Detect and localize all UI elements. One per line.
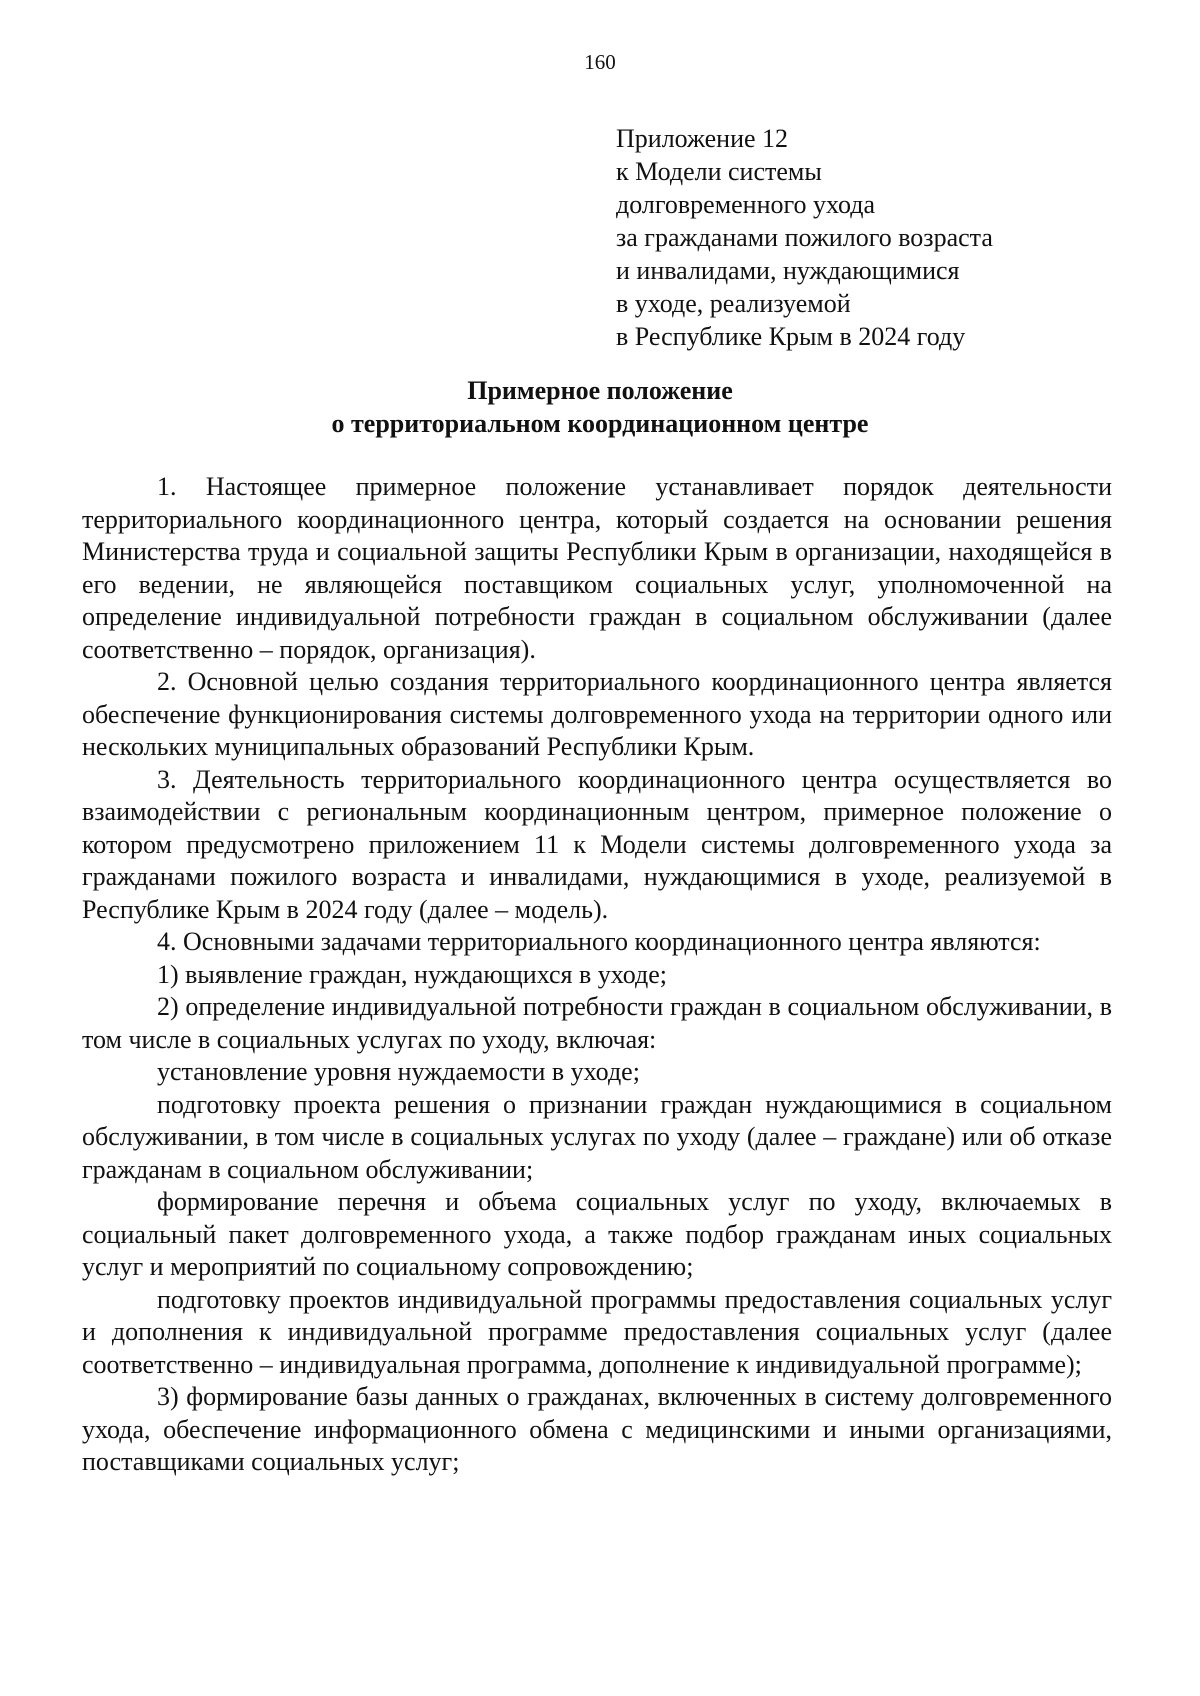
paragraph: 3. Деятельность территориального координационного центра осуществляется во взаимодействии с региональным координационным центром, примерное положение о котором предусмотрено приложением 11 к Модели системы долговременного ухода за гражданами пожилого возраста и инвалидами, нуждающимися в уходе, реализуемой в Республике Крым в 2024 году (далее – модель). [82, 764, 1112, 924]
appendix-line: в Республике Крым в 2024 году [616, 322, 966, 351]
appendix-line: к Модели системы [616, 157, 822, 186]
title-line: Примерное положение [467, 376, 733, 405]
appendix-line: в уходе, реализуемой [616, 289, 851, 318]
appendix-line: Приложение 12 [616, 124, 789, 153]
paragraph: 2) определение индивидуальной потребности граждан в социальном обслуживании, в том числе в социальных услугах по уходу, включая: [82, 992, 1112, 1054]
paragraph: подготовку проекта решения о признании граждан нуждающимися в социальном обслуживании, в том числе в социальных услугах по уходу (далее – граждане) или об отказе гражданам в социальном обслуживании; [82, 1089, 1112, 1184]
paragraph: 3) формирование базы данных о гражданах, включенных в систему долговременного ухода, обеспечение информационного обмена с медицинскими и иными организациями, поставщиками социальных услуг; [82, 1382, 1112, 1476]
paragraph: 1. Настоящее примерное положение устанавливает порядок деятельности территориального координационного центра, который создается на основании решения Министерства труда и социальной защиты Республики Крым в организации, находящейся в его ведении, не являющейся поставщиком социальных услуг, уполномоченной на определение индивидуальной потребности граждан в социальном обслуживании (далее соответственно – порядок, организация). [82, 472, 1112, 664]
title-line: о территориальном координационном центре [331, 409, 869, 438]
page-number: 160 [584, 50, 616, 74]
paragraph: 2. Основной целью создания территориального координационного центра является обеспечение функционирования системы долговременного ухода на территории одного или нескольких муниципальных образований Республики Крым. [82, 667, 1112, 761]
appendix-line: и инвалидами, нуждающимися [616, 256, 960, 285]
appendix-line: за гражданами пожилого возраста [616, 223, 993, 252]
paragraph: формирование перечня и объема социальных услуг по уходу, включаемых в социальный пакет долговременного ухода, а также подбор гражданам иных социальных услуг и мероприятий по социальному сопровождению; [82, 1187, 1112, 1281]
paragraph: установление уровня нуждаемости в уходе; [157, 1057, 640, 1086]
appendix-line: долговременного ухода [616, 190, 876, 219]
paragraph: 1) выявление граждан, нуждающихся в уходе; [157, 959, 667, 989]
paragraph: 4. Основными задачами территориального координационного центра являются: [157, 927, 1041, 956]
appendix-reference [616, 122, 993, 353]
document-title [0, 374, 1200, 440]
paragraph: подготовку проектов индивидуальной программы предоставления социальных услуг и дополнения к индивидуальной программе предоставления социальных услуг (далее соответственно – индивидуальная программа, дополнение к индивидуальной программе); [82, 1284, 1112, 1379]
document-body [82, 471, 1112, 1479]
